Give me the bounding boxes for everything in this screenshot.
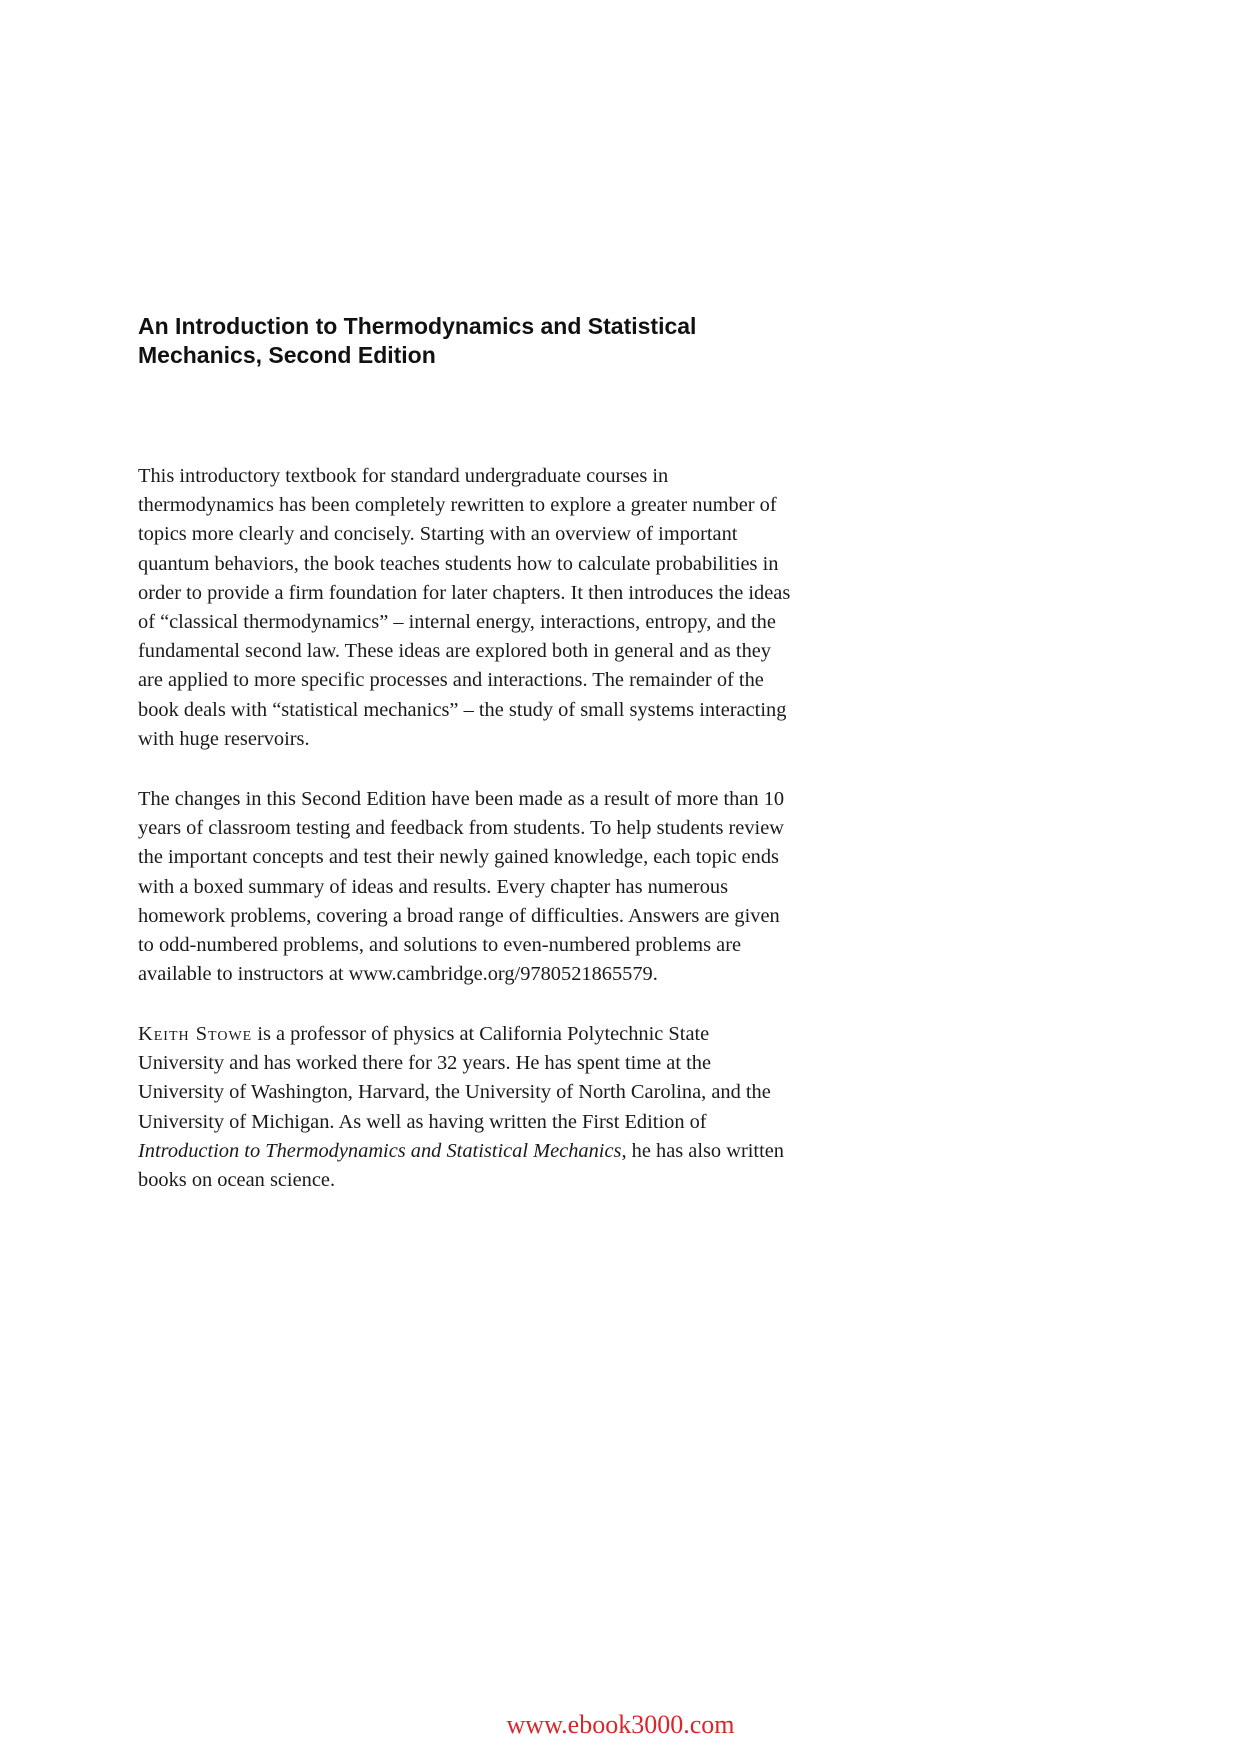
text-line: order to provide a firm foundation for later chapters. It then introduces the ideas (138, 581, 791, 604)
text-line: University of Michigan. As well as having written the First Edition of (138, 1110, 707, 1133)
text-line: quantum behaviors, the book teaches students how to calculate probabilities in (138, 552, 779, 575)
text-line: books on ocean science. (138, 1169, 336, 1192)
text-line: thermodynamics has been completely rewritten to explore a greater number of (138, 494, 777, 517)
book-title-line-1: An Introduction to Thermodynamics and Statistical (138, 313, 697, 339)
book-title-line-2: Mechanics, Second Edition (138, 342, 436, 368)
text-line (138, 1020, 878, 1049)
text-line: of “classical thermodynamics” – internal energy, interactions, entropy, and the (138, 611, 776, 634)
text-line: available to instructors at www.cambridge.org/9780521865579. (138, 963, 658, 986)
text-line: to odd-numbered problems, and solutions to even-numbered problems are (138, 934, 742, 957)
text-line: The changes in this Second Edition have been made as a result of more than 10 (138, 788, 785, 810)
bio-text: , he has also written (621, 1139, 784, 1162)
description-paragraph (138, 462, 878, 754)
text-line: with a boxed summary of ideas and results. Every chapter has numerous (138, 875, 729, 898)
text-line: This introductory textbook for standard undergraduate courses in (138, 465, 669, 487)
text-line: homework problems, covering a broad range of difficulties. Answers are given (138, 904, 780, 927)
text-line: fundamental second law. These ideas are explored both in general and as they (138, 640, 772, 663)
text-line: are applied to more specific processes and interactions. The remainder of the (138, 669, 764, 692)
text-line: with huge reservoirs. (138, 727, 310, 750)
footer-website-link[interactable]: www.ebook3000.com (506, 1710, 735, 1739)
book-title (138, 312, 898, 370)
second-edition-paragraph (138, 785, 878, 989)
text-line: years of classroom testing and feedback from students. To help students review (138, 817, 784, 840)
author-name: Keith Stowe (138, 1023, 253, 1045)
text-line: topics more clearly and concisely. Starting with an overview of important (138, 523, 738, 546)
text-line: University of Washington, Harvard, the University of North Carolina, and the (138, 1081, 771, 1104)
text-line: University and has worked there for 32 years. He has spent time at the (138, 1052, 712, 1075)
book-title-italic: Introduction to Thermodynamics and Statistical Mechanics (138, 1139, 622, 1162)
text-line: book deals with “statistical mechanics” – the study of small systems interacting (138, 698, 787, 721)
text-line: the important concepts and test their newly gained knowledge, each topic ends (138, 846, 779, 869)
text-line (138, 1137, 878, 1166)
author-bio-paragraph (138, 1020, 878, 1195)
bio-text: is a professor of physics at California Polytechnic State (252, 1023, 710, 1045)
